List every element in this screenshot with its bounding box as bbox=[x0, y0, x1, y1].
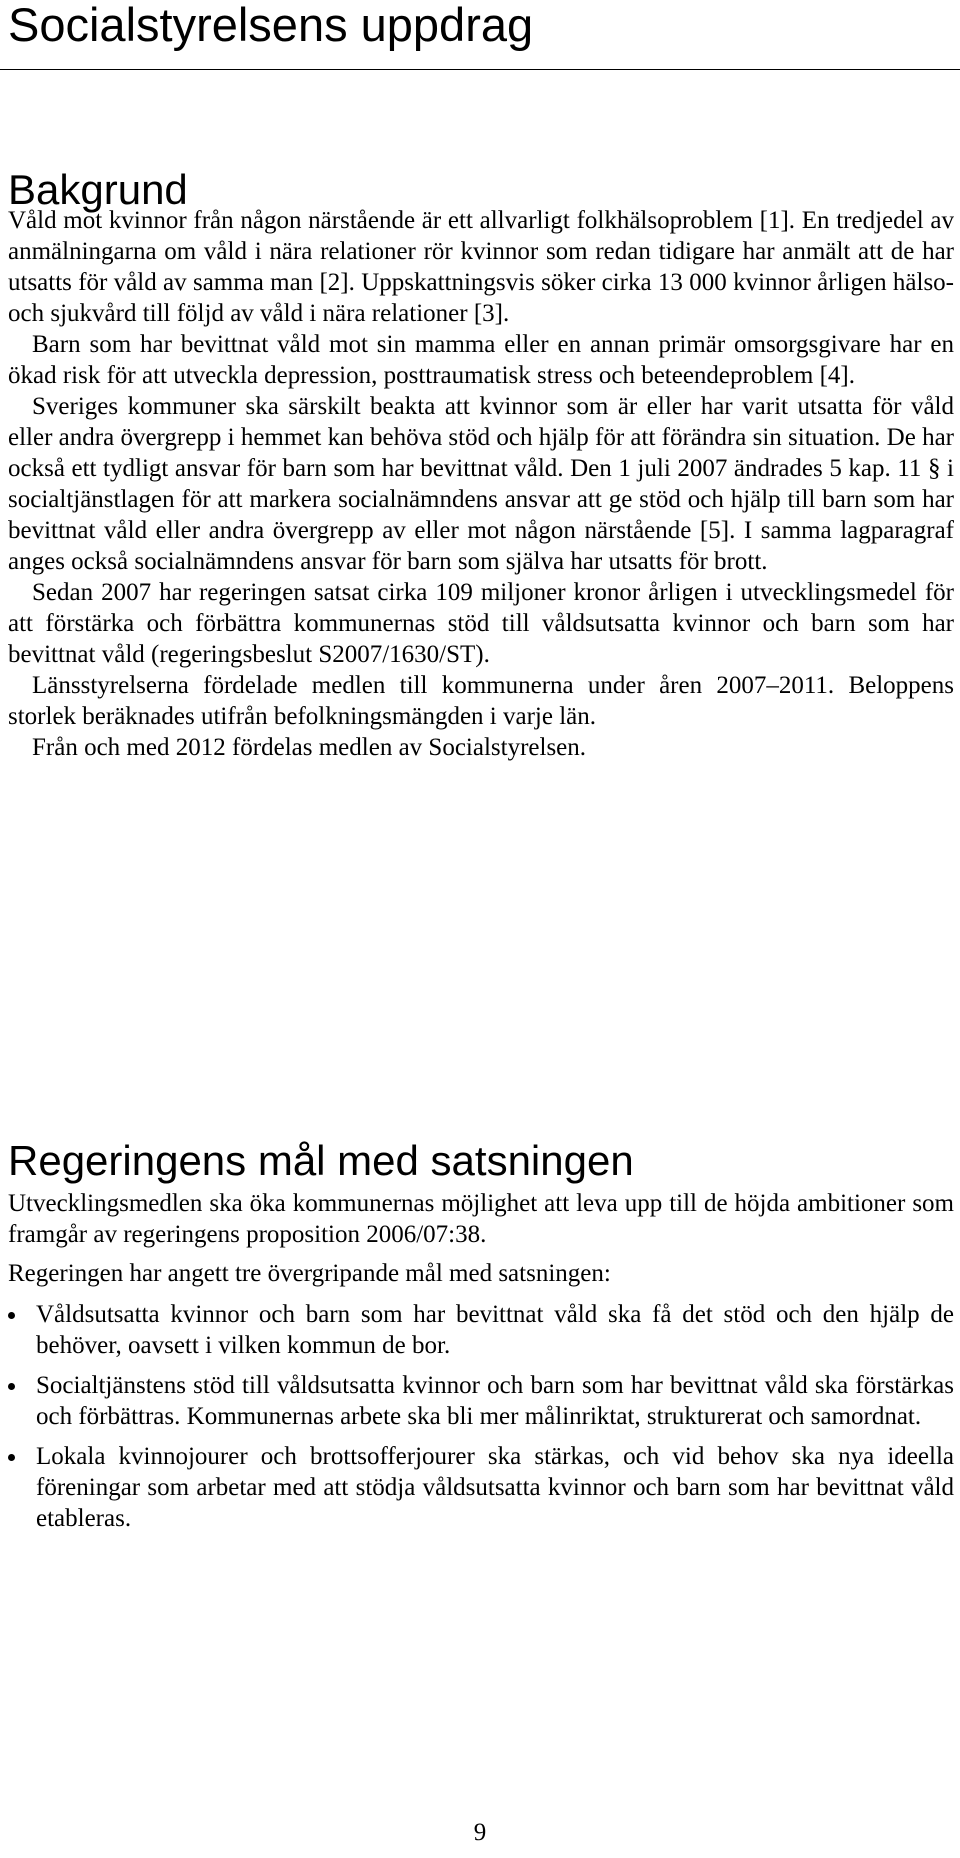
list-item bbox=[8, 1370, 954, 1432]
paragraph: Från och med 2012 fördelas medlen av Socialstyrelsen. bbox=[32, 734, 587, 761]
paragraph: Sedan 2007 har regeringen satsat cirka 109 miljoner kronor årligen i utvecklingsmedel för att förstärka och förbättra kommunernas stöd till våldsutsatta kvinnor och barn som har bevittnat våld (regeringsbeslut S2007/1630/ST). bbox=[8, 579, 954, 668]
list-item bbox=[8, 1441, 954, 1534]
paragraph: Länsstyrelserna fördelade medlen till kommunerna under åren 2007–2011. Beloppens storlek beräknades utifrån befolkningsmängden i varje län. bbox=[8, 672, 954, 730]
bullet-icon bbox=[8, 1312, 15, 1319]
paragraph: Sveriges kommuner ska särskilt beakta att kvinnor som är eller har varit utsatta för våld eller andra övergrepp i hemmet kan behöva stöd och hjälp för att förändra sin situation. De har också ett tydligt ansvar för barn som har bevittnat våld. Den 1 juli 2007 ändrades 5 kap. 11 § i socialtjänstlagen för att markera socialnämndens ansvar att ge stöd och hjälp till barn som har bevittnat våld eller andra övergrepp av eller mot någon närstående [5]. I samma lagparagraf anges också socialnämndens ansvar för barn som själva har utsatts för brott. bbox=[8, 393, 954, 575]
list-item-text: Socialtjänstens stöd till våldsutsatta kvinnor och barn som har bevittnat våld ska förstärkas och förbättras. Kommunernas arbete ska bli mer målinriktat, strukturerat och samordnat. bbox=[36, 1372, 954, 1430]
list-item-text: Lokala kvinnojourer och brottsofferjourer ska stärkas, och vid behov ska nya ideella föreningar som arbetar med att stödja våldsutsatta kvinnor och barn som har bevittnat våld etableras. bbox=[36, 1443, 954, 1532]
section-heading-mal: Regeringens mål med satsningen bbox=[8, 1137, 634, 1184]
bullet-icon bbox=[8, 1454, 15, 1461]
page-number: 9 bbox=[473, 1819, 487, 1846]
goal-list bbox=[8, 1299, 954, 1534]
section-body-bakgrund bbox=[8, 205, 954, 763]
title-divider bbox=[0, 69, 960, 70]
bullet-icon bbox=[8, 1383, 15, 1390]
paragraph: Regeringen har angett tre övergripande mål med satsningen: bbox=[8, 1260, 611, 1287]
paragraph: Barn som har bevittnat våld mot sin mamma eller en annan primär omsorgsgivare har en ökad risk för att utveckla depression, posttraumatisk stress och beteendeproblem [4]. bbox=[8, 331, 954, 389]
paragraph: Våld mot kvinnor från någon närstående är ett allvarligt folkhälsoproblem [1]. En tredjedel av anmälningarna om våld i nära relationer rör kvinnor som redan tidigare har anmält att de har utsatts för våld av samma man [2]. Uppskattningsvis söker cirka 13 000 kvinnor årligen hälso- och sjukvård till följd av våld i nära relationer [3]. bbox=[8, 207, 954, 327]
section-heading-bakgrund: Bakgrund bbox=[8, 166, 188, 213]
section-body-mal bbox=[8, 1188, 954, 1543]
list-item bbox=[8, 1299, 954, 1361]
chapter-title: Socialstyrelsens uppdrag bbox=[8, 0, 534, 51]
paragraph: Utvecklingsmedlen ska öka kommunernas möjlighet att leva upp till de höjda ambitioner som framgår av regeringens proposition 2006/07:38. bbox=[8, 1190, 954, 1248]
list-item-text: Våldsutsatta kvinnor och barn som har bevittnat våld ska få det stöd och den hjälp de behöver, oavsett i vilken kommun de bor. bbox=[36, 1301, 954, 1359]
